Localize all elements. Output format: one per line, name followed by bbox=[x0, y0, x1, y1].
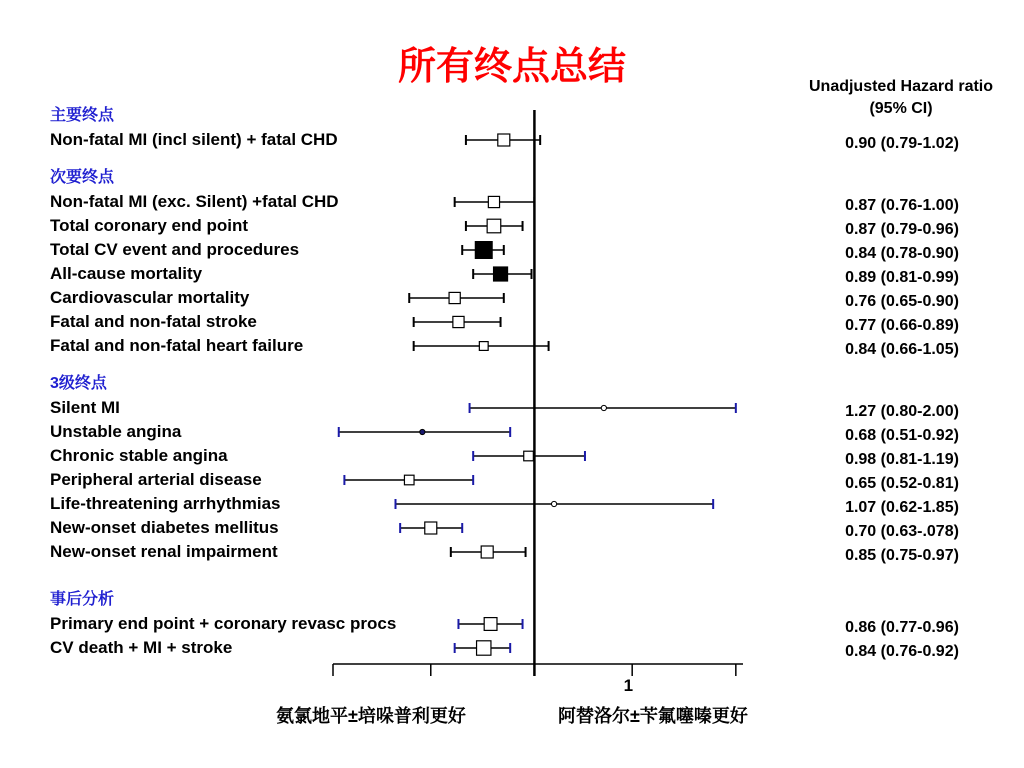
point-marker bbox=[404, 475, 414, 485]
outcome-label: Non-fatal MI (incl silent) + fatal CHD bbox=[50, 130, 338, 149]
hazard-ratio-column-header: Unadjusted Hazard ratio (95% CI) bbox=[808, 78, 994, 117]
point-marker bbox=[498, 134, 510, 146]
point-marker bbox=[487, 219, 501, 233]
point-marker bbox=[524, 451, 534, 461]
hazard-ratio-text: 0.68 (0.51-0.92) bbox=[845, 427, 959, 444]
outcome-label: Cardiovascular mortality bbox=[50, 288, 250, 307]
hazard-ratio-text: 0.87 (0.79-0.96) bbox=[845, 221, 959, 238]
point-marker bbox=[479, 342, 488, 351]
hazard-ratio-text: 0.65 (0.52-0.81) bbox=[845, 475, 959, 492]
outcome-label: Total coronary end point bbox=[50, 216, 249, 235]
point-marker bbox=[453, 316, 464, 327]
point-marker bbox=[488, 196, 499, 207]
point-marker bbox=[601, 405, 606, 410]
outcome-label: CV death + MI + stroke bbox=[50, 638, 233, 657]
hazard-ratio-text: 0.89 (0.81-0.99) bbox=[845, 269, 959, 286]
point-marker bbox=[477, 641, 491, 655]
hazard-ratio-text: 0.90 (0.79-1.02) bbox=[845, 135, 959, 152]
outcome-label: New-onset diabetes mellitus bbox=[50, 518, 279, 537]
page-title: 所有终点总结 bbox=[397, 46, 626, 88]
hazard-ratio-text: 0.98 (0.81-1.19) bbox=[845, 451, 959, 468]
outcome-label: Non-fatal MI (exc. Silent) +fatal CHD bbox=[50, 192, 339, 211]
favours-right-label: 阿替洛尔±苄氟噻嗪更好 bbox=[558, 706, 748, 726]
point-marker bbox=[481, 546, 493, 558]
hazard-ratio-text: 0.77 (0.66-0.89) bbox=[845, 317, 959, 334]
outcome-label: Peripheral arterial disease bbox=[50, 470, 262, 489]
hazard-ratio-text: 0.76 (0.65-0.90) bbox=[845, 293, 959, 310]
section-heading: 主要终点 bbox=[50, 107, 115, 124]
point-marker bbox=[484, 618, 497, 631]
outcome-label: New-onset renal impairment bbox=[50, 542, 278, 561]
point-marker bbox=[475, 242, 492, 259]
outcome-label: Chronic stable angina bbox=[50, 446, 228, 465]
outcome-label: Life-threatening arrhythmias bbox=[50, 494, 281, 513]
hazard-ratio-text: 0.86 (0.77-0.96) bbox=[845, 619, 959, 636]
hazard-ratio-text: 0.85 (0.75-0.97) bbox=[845, 547, 959, 564]
hazard-ratio-text: 0.84 (0.78-0.90) bbox=[845, 245, 959, 262]
point-marker bbox=[551, 501, 556, 506]
section-heading: 事后分析 bbox=[50, 591, 115, 608]
hazard-ratio-text: 1.07 (0.62-1.85) bbox=[845, 499, 959, 516]
hazard-ratio-text: 0.84 (0.66-1.05) bbox=[845, 341, 959, 358]
point-marker bbox=[449, 292, 460, 303]
favours-left-label: 氨氯地平±培哚普利更好 bbox=[276, 706, 466, 726]
outcome-label: Fatal and non-fatal stroke bbox=[50, 312, 257, 331]
section-heading: 次要终点 bbox=[50, 169, 115, 186]
hazard-ratio-text: 0.84 (0.76-0.92) bbox=[845, 643, 959, 660]
outcome-label: All-cause mortality bbox=[50, 264, 203, 283]
x-tick-label: 1 bbox=[623, 676, 634, 695]
point-marker bbox=[425, 522, 437, 534]
point-marker bbox=[494, 267, 508, 281]
hazard-ratio-text: 1.27 (0.80-2.00) bbox=[845, 403, 959, 420]
hazard-ratio-text: 0.70 (0.63-.078) bbox=[845, 523, 959, 540]
outcome-label: Fatal and non-fatal heart failure bbox=[50, 336, 304, 355]
point-marker bbox=[420, 429, 425, 434]
outcome-label: Total CV event and procedures bbox=[50, 240, 300, 259]
outcome-label: Unstable angina bbox=[50, 422, 182, 441]
outcome-label: Primary end point + coronary revasc procs bbox=[50, 614, 397, 633]
section-heading: 3级终点 bbox=[50, 375, 107, 392]
hazard-ratio-text: 0.87 (0.76-1.00) bbox=[845, 197, 959, 214]
outcome-label: Silent MI bbox=[50, 398, 120, 417]
